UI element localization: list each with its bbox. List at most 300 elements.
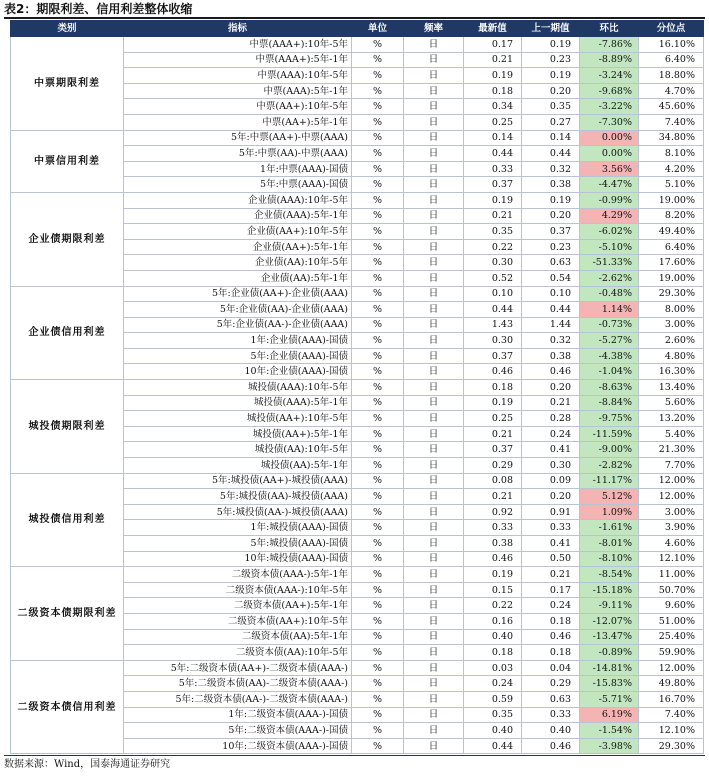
- indicator-cell: 城投债(AA+):5年-1年: [124, 426, 352, 442]
- latest-value-cell: 0.19: [464, 192, 522, 208]
- category-cell: 城投债信用利差: [11, 473, 124, 567]
- header-unit: 单位: [352, 21, 404, 37]
- unit-cell: %: [352, 177, 404, 193]
- unit-cell: %: [352, 114, 404, 130]
- change-cell: -8.89%: [580, 52, 639, 68]
- previous-value-cell: 0.35: [522, 99, 580, 115]
- indicator-cell: 企业债(AA):5年-1年: [124, 270, 352, 286]
- latest-value-cell: 0.08: [464, 473, 522, 489]
- unit-cell: %: [352, 723, 404, 739]
- unit-cell: %: [352, 536, 404, 552]
- latest-value-cell: 0.37: [464, 177, 522, 193]
- unit-cell: %: [352, 520, 404, 536]
- frequency-cell: 日: [404, 691, 464, 707]
- previous-value-cell: 0.19: [522, 192, 580, 208]
- unit-cell: %: [352, 208, 404, 224]
- frequency-cell: 日: [404, 395, 464, 411]
- previous-value-cell: 0.20: [522, 83, 580, 99]
- unit-cell: %: [352, 645, 404, 661]
- category-cell: 中票期限利差: [11, 37, 124, 131]
- latest-value-cell: 0.37: [464, 348, 522, 364]
- change-cell: -8.10%: [580, 551, 639, 567]
- frequency-cell: 日: [404, 520, 464, 536]
- previous-value-cell: 0.32: [522, 333, 580, 349]
- change-cell: -5.27%: [580, 333, 639, 349]
- indicator-cell: 10年:二级资本债(AAA-)-国债: [124, 738, 352, 754]
- percentile-cell: 29.30%: [639, 286, 704, 302]
- table-row: [11, 567, 704, 583]
- indicator-cell: 城投债(AA):5年-1年: [124, 458, 352, 474]
- indicator-cell: 5年:企业债(AA+)-企业债(AAA): [124, 286, 352, 302]
- spread-table: [10, 20, 704, 754]
- change-cell: -9.75%: [580, 411, 639, 427]
- change-cell: 4.29%: [580, 208, 639, 224]
- indicator-cell: 城投债(AA+):10年-5年: [124, 411, 352, 427]
- header-latest: 最新值: [464, 21, 522, 37]
- previous-value-cell: 0.04: [522, 660, 580, 676]
- indicator-cell: 企业债(AA):10年-5年: [124, 255, 352, 271]
- category-cell: 城投债期限利差: [11, 380, 124, 474]
- change-cell: 1.09%: [580, 504, 639, 520]
- indicator-cell: 中票(AAA+):10年-5年: [124, 37, 352, 53]
- change-cell: -5.10%: [580, 239, 639, 255]
- frequency-cell: 日: [404, 208, 464, 224]
- percentile-cell: 13.20%: [639, 411, 704, 427]
- indicator-cell: 企业债(AA+):10年-5年: [124, 224, 352, 240]
- previous-value-cell: 0.44: [522, 146, 580, 162]
- latest-value-cell: 1.43: [464, 317, 522, 333]
- indicator-cell: 5年:二级资本债(AA-)-二级资本债(AAA-): [124, 691, 352, 707]
- percentile-cell: 9.60%: [639, 598, 704, 614]
- previous-value-cell: 0.46: [522, 364, 580, 380]
- percentile-cell: 50.70%: [639, 582, 704, 598]
- previous-value-cell: 0.20: [522, 380, 580, 396]
- percentile-cell: 18.80%: [639, 68, 704, 84]
- change-cell: -6.02%: [580, 224, 639, 240]
- previous-value-cell: 0.23: [522, 239, 580, 255]
- frequency-cell: 日: [404, 114, 464, 130]
- indicator-cell: 企业债(AA+):5年-1年: [124, 239, 352, 255]
- latest-value-cell: 0.21: [464, 208, 522, 224]
- percentile-cell: 3.00%: [639, 504, 704, 520]
- frequency-cell: 日: [404, 723, 464, 739]
- frequency-cell: 日: [404, 458, 464, 474]
- unit-cell: %: [352, 146, 404, 162]
- percentile-cell: 5.40%: [639, 426, 704, 442]
- frequency-cell: 日: [404, 629, 464, 645]
- previous-value-cell: 0.19: [522, 68, 580, 84]
- latest-value-cell: 0.46: [464, 364, 522, 380]
- change-cell: -0.48%: [580, 286, 639, 302]
- frequency-cell: 日: [404, 302, 464, 318]
- change-cell: -9.68%: [580, 83, 639, 99]
- previous-value-cell: 0.23: [522, 52, 580, 68]
- change-cell: -3.24%: [580, 68, 639, 84]
- percentile-cell: 49.80%: [639, 676, 704, 692]
- frequency-cell: 日: [404, 333, 464, 349]
- percentile-cell: 51.00%: [639, 613, 704, 629]
- latest-value-cell: 0.21: [464, 426, 522, 442]
- latest-value-cell: 0.30: [464, 333, 522, 349]
- change-cell: -0.73%: [580, 317, 639, 333]
- frequency-cell: 日: [404, 551, 464, 567]
- indicator-cell: 城投债(AAA):5年-1年: [124, 395, 352, 411]
- previous-value-cell: 0.40: [522, 723, 580, 739]
- latest-value-cell: 0.21: [464, 52, 522, 68]
- unit-cell: %: [352, 613, 404, 629]
- percentile-cell: 7.40%: [639, 707, 704, 723]
- change-cell: 0.00%: [580, 146, 639, 162]
- change-cell: -3.98%: [580, 738, 639, 754]
- latest-value-cell: 0.92: [464, 504, 522, 520]
- latest-value-cell: 0.35: [464, 707, 522, 723]
- latest-value-cell: 0.16: [464, 613, 522, 629]
- header-row: [11, 21, 704, 37]
- unit-cell: %: [352, 691, 404, 707]
- unit-cell: %: [352, 52, 404, 68]
- unit-cell: %: [352, 738, 404, 754]
- latest-value-cell: 0.18: [464, 83, 522, 99]
- unit-cell: %: [352, 255, 404, 271]
- unit-cell: %: [352, 489, 404, 505]
- change-cell: -8.54%: [580, 567, 639, 583]
- unit-cell: %: [352, 37, 404, 53]
- previous-value-cell: 0.20: [522, 208, 580, 224]
- change-cell: -15.83%: [580, 676, 639, 692]
- frequency-cell: 日: [404, 473, 464, 489]
- percentile-cell: 25.40%: [639, 629, 704, 645]
- percentile-cell: 5.10%: [639, 177, 704, 193]
- indicator-cell: 5年:企业债(AAA)-国债: [124, 348, 352, 364]
- previous-value-cell: 0.46: [522, 738, 580, 754]
- percentile-cell: 12.00%: [639, 489, 704, 505]
- percentile-cell: 6.40%: [639, 239, 704, 255]
- latest-value-cell: 0.37: [464, 442, 522, 458]
- previous-value-cell: 0.29: [522, 676, 580, 692]
- previous-value-cell: 0.54: [522, 270, 580, 286]
- indicator-cell: 5年:企业债(AA-)-企业债(AAA): [124, 317, 352, 333]
- previous-value-cell: 0.37: [522, 224, 580, 240]
- unit-cell: %: [352, 582, 404, 598]
- latest-value-cell: 0.34: [464, 99, 522, 115]
- indicator-cell: 5年:中票(AA+)-中票(AAA): [124, 130, 352, 146]
- percentile-cell: 12.00%: [639, 660, 704, 676]
- title-rule: [4, 17, 705, 19]
- frequency-cell: 日: [404, 317, 464, 333]
- indicator-cell: 二级资本债(AA):10年-5年: [124, 645, 352, 661]
- latest-value-cell: 0.19: [464, 68, 522, 84]
- previous-value-cell: 0.18: [522, 613, 580, 629]
- change-cell: -51.33%: [580, 255, 639, 271]
- indicator-cell: 企业债(AAA):5年-1年: [124, 208, 352, 224]
- change-cell: -8.84%: [580, 395, 639, 411]
- indicator-cell: 5年:二级资本债(AAA-)-国债: [124, 723, 352, 739]
- indicator-cell: 5年:城投债(AA)-城投债(AAA): [124, 489, 352, 505]
- previous-value-cell: 0.63: [522, 255, 580, 271]
- indicator-cell: 中票(AAA+):5年-1年: [124, 52, 352, 68]
- latest-value-cell: 0.44: [464, 738, 522, 754]
- previous-value-cell: 0.27: [522, 114, 580, 130]
- indicator-cell: 中票(AA+):10年-5年: [124, 99, 352, 115]
- frequency-cell: 日: [404, 177, 464, 193]
- previous-value-cell: 0.20: [522, 489, 580, 505]
- frequency-cell: 日: [404, 426, 464, 442]
- frequency-cell: 日: [404, 37, 464, 53]
- frequency-cell: 日: [404, 239, 464, 255]
- percentile-cell: 8.20%: [639, 208, 704, 224]
- table-row: [11, 192, 704, 208]
- percentile-cell: 7.70%: [639, 458, 704, 474]
- indicator-cell: 1年:中票(AAA)-国债: [124, 161, 352, 177]
- percentile-cell: 34.80%: [639, 130, 704, 146]
- latest-value-cell: 0.44: [464, 302, 522, 318]
- indicator-cell: 二级资本债(AA+):5年-1年: [124, 598, 352, 614]
- frequency-cell: 日: [404, 52, 464, 68]
- table-body: [11, 37, 704, 754]
- previous-value-cell: 0.28: [522, 411, 580, 427]
- category-cell: 企业债期限利差: [11, 192, 124, 286]
- percentile-cell: 16.30%: [639, 364, 704, 380]
- latest-value-cell: 0.15: [464, 582, 522, 598]
- indicator-cell: 城投债(AAA):10年-5年: [124, 380, 352, 396]
- change-cell: -2.82%: [580, 458, 639, 474]
- percentile-cell: 8.10%: [639, 146, 704, 162]
- previous-value-cell: 0.38: [522, 348, 580, 364]
- unit-cell: %: [352, 567, 404, 583]
- indicator-cell: 5年:二级资本债(AA+)-二级资本债(AAA-): [124, 660, 352, 676]
- frequency-cell: 日: [404, 146, 464, 162]
- change-cell: -7.86%: [580, 37, 639, 53]
- latest-value-cell: 0.03: [464, 660, 522, 676]
- percentile-cell: 12.00%: [639, 473, 704, 489]
- header-previous: 上一期值: [522, 21, 580, 37]
- unit-cell: %: [352, 161, 404, 177]
- frequency-cell: 日: [404, 224, 464, 240]
- change-cell: -0.99%: [580, 192, 639, 208]
- latest-value-cell: 0.24: [464, 676, 522, 692]
- previous-value-cell: 0.63: [522, 691, 580, 707]
- indicator-cell: 企业债(AAA):10年-5年: [124, 192, 352, 208]
- frequency-cell: 日: [404, 348, 464, 364]
- unit-cell: %: [352, 598, 404, 614]
- change-cell: -11.17%: [580, 473, 639, 489]
- latest-value-cell: 0.14: [464, 130, 522, 146]
- previous-value-cell: 0.32: [522, 161, 580, 177]
- indicator-cell: 5年:中票(AAA)-国债: [124, 177, 352, 193]
- latest-value-cell: 0.19: [464, 567, 522, 583]
- latest-value-cell: 0.40: [464, 629, 522, 645]
- unit-cell: %: [352, 551, 404, 567]
- percentile-cell: 19.00%: [639, 270, 704, 286]
- previous-value-cell: 0.18: [522, 645, 580, 661]
- latest-value-cell: 0.22: [464, 239, 522, 255]
- change-cell: 0.00%: [580, 130, 639, 146]
- change-cell: -4.38%: [580, 348, 639, 364]
- frequency-cell: 日: [404, 68, 464, 84]
- change-cell: -12.07%: [580, 613, 639, 629]
- unit-cell: %: [352, 224, 404, 240]
- change-cell: 5.12%: [580, 489, 639, 505]
- frequency-cell: 日: [404, 130, 464, 146]
- percentile-cell: 3.00%: [639, 317, 704, 333]
- change-cell: -1.04%: [580, 364, 639, 380]
- unit-cell: %: [352, 442, 404, 458]
- change-cell: 3.56%: [580, 161, 639, 177]
- frequency-cell: 日: [404, 286, 464, 302]
- previous-value-cell: 0.33: [522, 707, 580, 723]
- previous-value-cell: 0.10: [522, 286, 580, 302]
- unit-cell: %: [352, 83, 404, 99]
- indicator-cell: 10年:城投债(AAA)-国债: [124, 551, 352, 567]
- previous-value-cell: 0.38: [522, 177, 580, 193]
- indicator-cell: 5年:企业债(AA)-企业债(AAA): [124, 302, 352, 318]
- percentile-cell: 7.40%: [639, 114, 704, 130]
- percentile-cell: 59.90%: [639, 645, 704, 661]
- latest-value-cell: 0.29: [464, 458, 522, 474]
- indicator-cell: 10年:企业债(AAA)-国债: [124, 364, 352, 380]
- indicator-cell: 二级资本债(AA+):10年-5年: [124, 613, 352, 629]
- change-cell: -8.63%: [580, 380, 639, 396]
- change-cell: -9.00%: [580, 442, 639, 458]
- latest-value-cell: 0.33: [464, 520, 522, 536]
- unit-cell: %: [352, 458, 404, 474]
- latest-value-cell: 0.22: [464, 598, 522, 614]
- indicator-cell: 5年:城投债(AA+)-城投债(AAA): [124, 473, 352, 489]
- indicator-cell: 二级资本债(AAA-):10年-5年: [124, 582, 352, 598]
- unit-cell: %: [352, 364, 404, 380]
- previous-value-cell: 0.19: [522, 37, 580, 53]
- previous-value-cell: 0.24: [522, 426, 580, 442]
- previous-value-cell: 0.21: [522, 567, 580, 583]
- percentile-cell: 12.10%: [639, 551, 704, 567]
- percentile-cell: 45.60%: [639, 99, 704, 115]
- category-cell: 企业债信用利差: [11, 286, 124, 380]
- latest-value-cell: 0.10: [464, 286, 522, 302]
- latest-value-cell: 0.52: [464, 270, 522, 286]
- frequency-cell: 日: [404, 676, 464, 692]
- latest-value-cell: 0.18: [464, 645, 522, 661]
- previous-value-cell: 0.50: [522, 551, 580, 567]
- category-cell: 二级资本债信用利差: [11, 660, 124, 754]
- percentile-cell: 3.90%: [639, 520, 704, 536]
- unit-cell: %: [352, 99, 404, 115]
- header-frequency: 频率: [404, 21, 464, 37]
- unit-cell: %: [352, 629, 404, 645]
- unit-cell: %: [352, 348, 404, 364]
- frequency-cell: 日: [404, 738, 464, 754]
- unit-cell: %: [352, 333, 404, 349]
- previous-value-cell: 0.41: [522, 442, 580, 458]
- unit-cell: %: [352, 395, 404, 411]
- frequency-cell: 日: [404, 660, 464, 676]
- percentile-cell: 4.60%: [639, 536, 704, 552]
- indicator-cell: 5年:城投债(AAA)-国债: [124, 536, 352, 552]
- latest-value-cell: 0.35: [464, 224, 522, 240]
- latest-value-cell: 0.30: [464, 255, 522, 271]
- table-row: [11, 37, 704, 53]
- unit-cell: %: [352, 192, 404, 208]
- change-cell: -3.22%: [580, 99, 639, 115]
- percentile-cell: 4.70%: [639, 83, 704, 99]
- previous-value-cell: 1.44: [522, 317, 580, 333]
- frequency-cell: 日: [404, 567, 464, 583]
- unit-cell: %: [352, 411, 404, 427]
- percentile-cell: 4.80%: [639, 348, 704, 364]
- table-title: 表2：期限利差、信用利差整体收缩: [4, 2, 193, 16]
- unit-cell: %: [352, 380, 404, 396]
- previous-value-cell: 0.14: [522, 130, 580, 146]
- frequency-cell: 日: [404, 645, 464, 661]
- table-row: [11, 130, 704, 146]
- unit-cell: %: [352, 239, 404, 255]
- frequency-cell: 日: [404, 707, 464, 723]
- indicator-cell: 1年:企业债(AAA)-国债: [124, 333, 352, 349]
- unit-cell: %: [352, 302, 404, 318]
- change-cell: -1.54%: [580, 723, 639, 739]
- latest-value-cell: 0.25: [464, 411, 522, 427]
- change-cell: -2.62%: [580, 270, 639, 286]
- frequency-cell: 日: [404, 613, 464, 629]
- previous-value-cell: 0.09: [522, 473, 580, 489]
- percentile-cell: 16.70%: [639, 691, 704, 707]
- previous-value-cell: 0.17: [522, 582, 580, 598]
- latest-value-cell: 0.17: [464, 37, 522, 53]
- previous-value-cell: 0.33: [522, 520, 580, 536]
- previous-value-cell: 0.46: [522, 629, 580, 645]
- latest-value-cell: 0.59: [464, 691, 522, 707]
- frequency-cell: 日: [404, 582, 464, 598]
- header-change: 环比: [580, 21, 639, 37]
- latest-value-cell: 0.25: [464, 114, 522, 130]
- previous-value-cell: 0.41: [522, 536, 580, 552]
- table-row: [11, 286, 704, 302]
- percentile-cell: 49.40%: [639, 224, 704, 240]
- latest-value-cell: 0.19: [464, 395, 522, 411]
- table-row: [11, 473, 704, 489]
- frequency-cell: 日: [404, 255, 464, 271]
- latest-value-cell: 0.40: [464, 723, 522, 739]
- header-category: 类别: [11, 21, 124, 37]
- unit-cell: %: [352, 286, 404, 302]
- unit-cell: %: [352, 473, 404, 489]
- percentile-cell: 13.40%: [639, 380, 704, 396]
- header-indicator: 指标: [124, 21, 352, 37]
- frequency-cell: 日: [404, 411, 464, 427]
- latest-value-cell: 0.18: [464, 380, 522, 396]
- percentile-cell: 21.30%: [639, 442, 704, 458]
- change-cell: -9.11%: [580, 598, 639, 614]
- indicator-cell: 5年:中票(AA)-中票(AAA): [124, 146, 352, 162]
- previous-value-cell: 0.91: [522, 504, 580, 520]
- frequency-cell: 日: [404, 536, 464, 552]
- indicator-cell: 5年:城投债(AA-)-城投债(AAA): [124, 504, 352, 520]
- header-percentile: 分位点: [639, 21, 704, 37]
- indicator-cell: 二级资本债(AA):5年-1年: [124, 629, 352, 645]
- indicator-cell: 二级资本债(AAA-):5年-1年: [124, 567, 352, 583]
- change-cell: -11.59%: [580, 426, 639, 442]
- frequency-cell: 日: [404, 442, 464, 458]
- change-cell: -13.47%: [580, 629, 639, 645]
- unit-cell: %: [352, 130, 404, 146]
- table-row: [11, 380, 704, 396]
- percentile-cell: 8.00%: [639, 302, 704, 318]
- latest-value-cell: 0.44: [464, 146, 522, 162]
- indicator-cell: 1年:城投债(AAA)-国债: [124, 520, 352, 536]
- source-note: 数据来源：Wind，国泰海通证券研究: [4, 759, 171, 770]
- change-cell: -8.01%: [580, 536, 639, 552]
- percentile-cell: 5.60%: [639, 395, 704, 411]
- frequency-cell: 日: [404, 598, 464, 614]
